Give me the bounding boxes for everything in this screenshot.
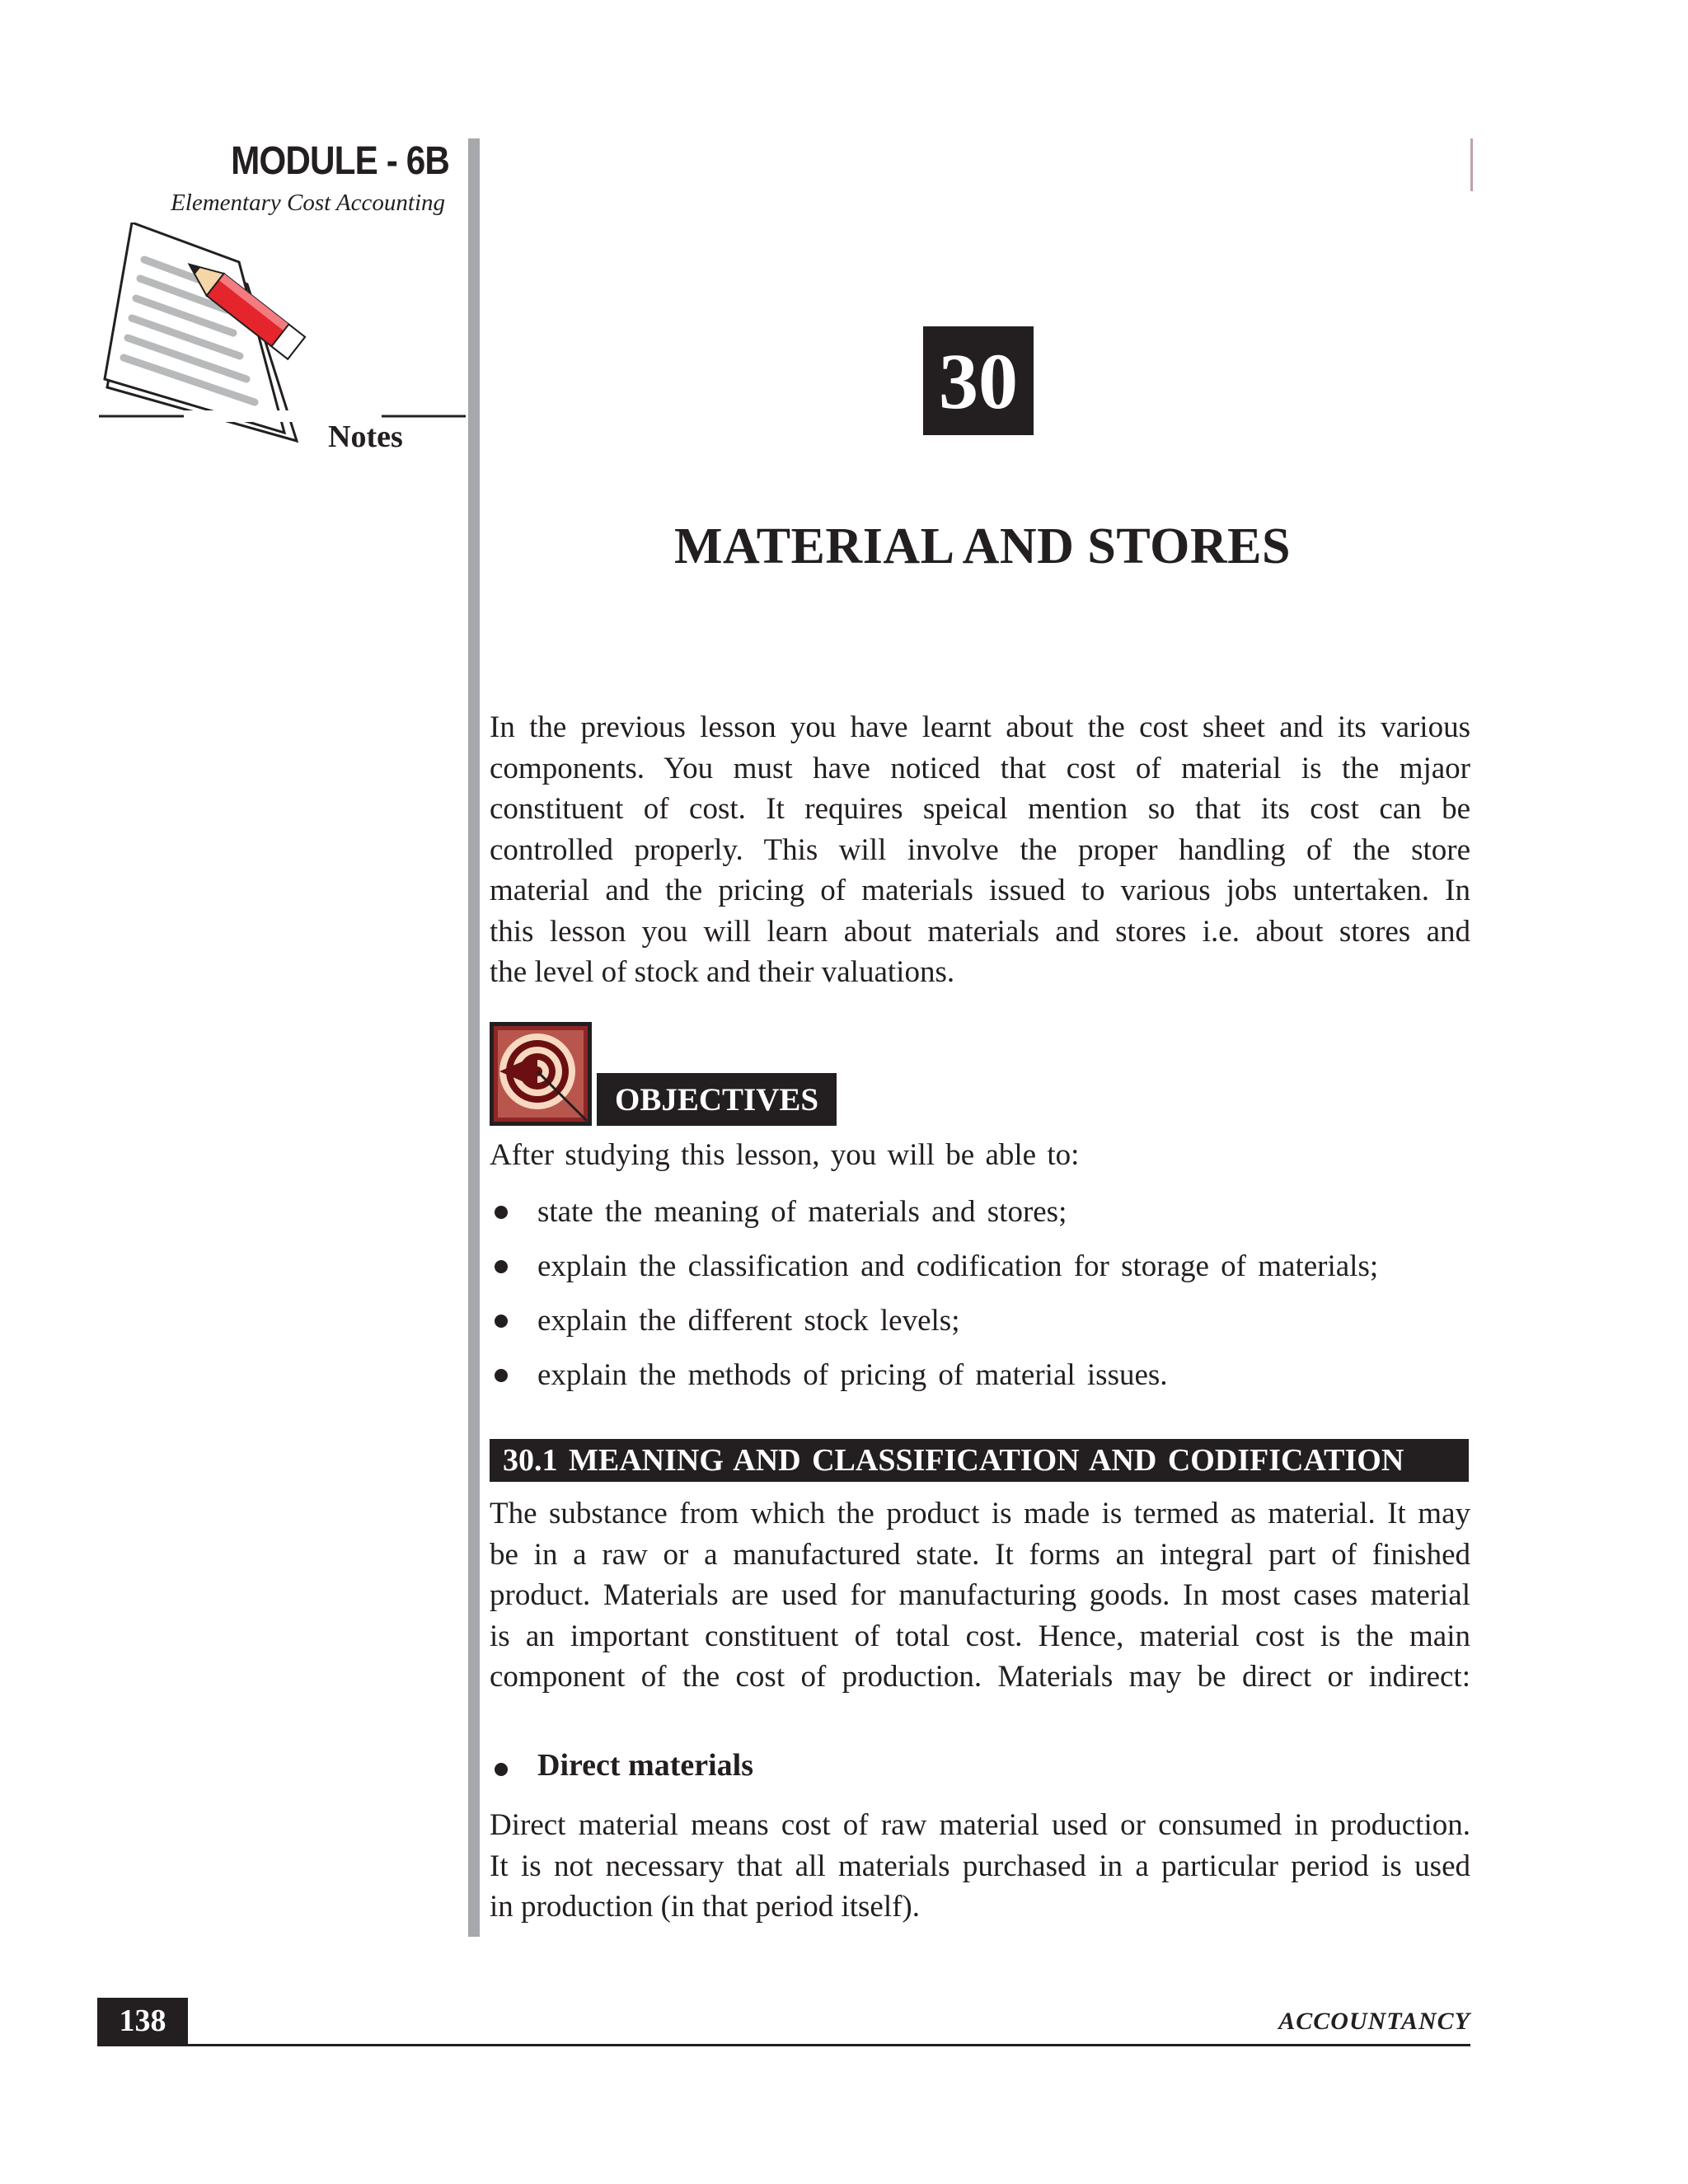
objectives-target-icon [490, 1022, 592, 1126]
footer-book-title: ACCOUNTANCY [1278, 2008, 1470, 2035]
intro-line: In the previous lesson you have learnt about the cost sheet and its various [490, 710, 1470, 744]
intro-line: components. You must have noticed that cost of material is the mjaor [490, 751, 1470, 785]
paragraph-line: The substance from which the product is made is termed as material. It may [490, 1497, 1470, 1530]
objectives-intro: After studying this lesson, you will be able to: [490, 1138, 1080, 1172]
list-item: explain the classification and codification for storage of materials; [490, 1246, 1479, 1301]
chapter-title: MATERIAL AND STORES [674, 518, 1291, 574]
margin-divider-bar [468, 138, 480, 1937]
list-item: explain the methods of pricing of material issues. [490, 1355, 1479, 1409]
intro-line: controlled properly. This will involve the proper handling of the store [490, 832, 1470, 867]
intro-line: constituent of cost. It requires speical mention so that its cost can be [490, 792, 1470, 826]
page-number: 138 [97, 1998, 188, 2044]
notes-label: Notes [328, 419, 403, 454]
subheading-direct-materials: Direct materials [490, 1747, 753, 1783]
paragraph-line: be in a raw or a manufactured state. It forms an integral part of finished [490, 1537, 1470, 1572]
intro-line: the level of stock and their valuations. [490, 955, 955, 989]
list-item: state the meaning of materials and stores; [490, 1192, 1479, 1246]
objectives-list [490, 1192, 1479, 1409]
footer-rule [97, 2044, 1470, 2046]
section-heading: 30.1 MEANING AND CLASSIFICATION AND CODIFICATION [490, 1439, 1469, 1482]
paragraph-line: is an important constituent of total cost. Hence, material cost is the main [490, 1619, 1470, 1653]
chapter-number: 30 [923, 326, 1034, 435]
paragraph-line: component of the cost of production. Materials may be direct or indirect: [490, 1660, 1470, 1694]
notes-pencil-icon [95, 223, 466, 457]
bullet-icon [495, 1260, 508, 1273]
section-paragraph [490, 1493, 1470, 1698]
bullet-icon [495, 1315, 508, 1328]
paragraph-line: product. Materials are used for manufacturing goods. In most cases material [490, 1578, 1470, 1612]
top-tick-mark [1470, 138, 1473, 191]
direct-materials-paragraph [490, 1805, 1470, 1928]
module-subject: Elementary Cost Accounting [171, 190, 445, 216]
paragraph-line: It is not necessary that all materials purchased in a particular period is used [490, 1849, 1470, 1883]
bullet-icon [495, 1763, 508, 1776]
paragraph-line: in production (in that period itself). [490, 1890, 920, 1924]
intro-line: this lesson you will learn about materials and stores i.e. about stores and [490, 914, 1470, 949]
bullet-icon [495, 1206, 508, 1219]
objectives-label: OBJECTIVES [597, 1073, 837, 1126]
paragraph-line: Direct material means cost of raw material used or consumed in production. [490, 1808, 1470, 1842]
list-item: explain the different stock levels; [490, 1301, 1479, 1355]
intro-line: material and the pricing of materials issued to various jobs untertaken. In [490, 874, 1470, 907]
intro-paragraph [490, 707, 1470, 993]
bullet-icon [495, 1369, 508, 1382]
module-title: MODULE - 6B [231, 139, 449, 183]
